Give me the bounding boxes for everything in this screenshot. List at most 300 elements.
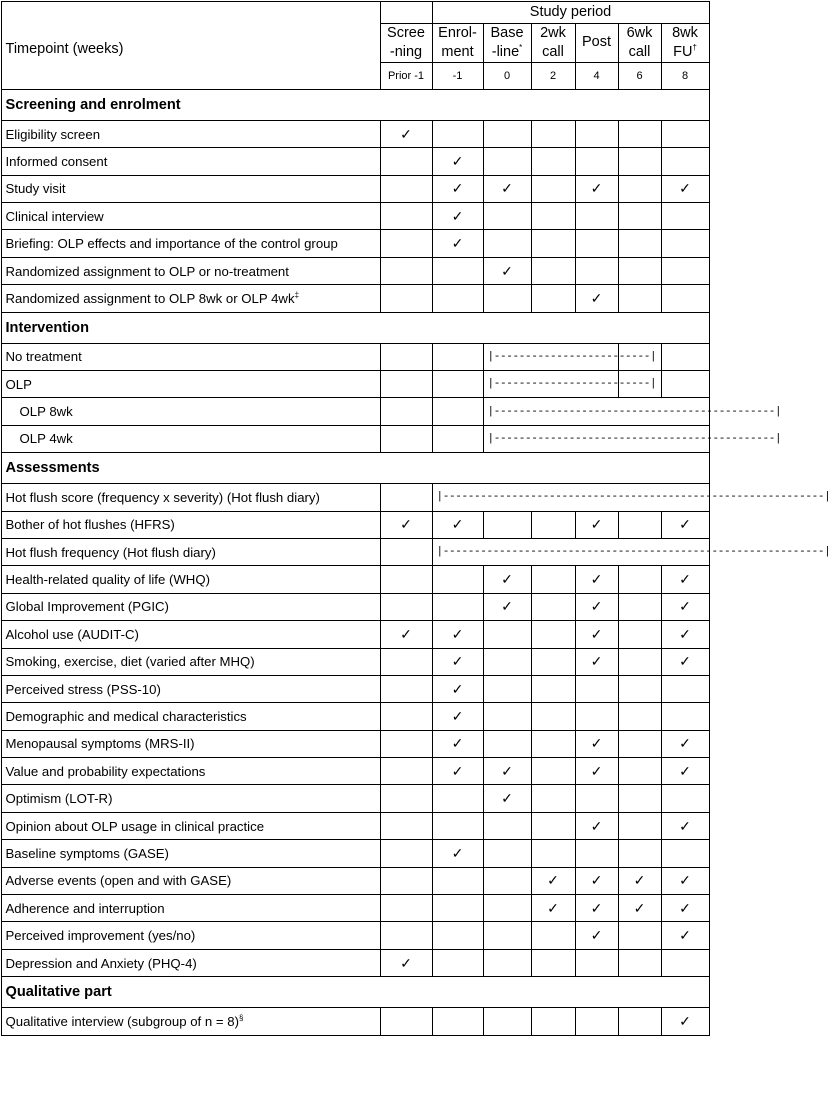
empty-cell xyxy=(618,730,661,757)
empty-cell xyxy=(661,148,709,175)
row-label xyxy=(1,758,380,785)
table-row xyxy=(1,895,709,922)
section-title: Screening and enrolment xyxy=(1,89,709,120)
empty-cell xyxy=(432,371,483,398)
empty-cell xyxy=(380,867,432,894)
column-header-4 xyxy=(575,23,618,62)
row-label xyxy=(1,895,380,922)
empty-cell xyxy=(618,120,661,147)
section-row xyxy=(1,312,709,343)
column-header-6 xyxy=(661,23,709,62)
empty-cell xyxy=(531,230,575,257)
row-label-text: Perceived stress (PSS-10) xyxy=(5,681,161,697)
check-mark: ✓ xyxy=(380,511,432,538)
empty-cell xyxy=(661,675,709,702)
empty-cell xyxy=(483,203,531,230)
empty-cell xyxy=(380,285,432,312)
column-header-0 xyxy=(380,23,432,62)
check-mark: ✓ xyxy=(575,593,618,620)
check-mark: ✓ xyxy=(575,895,618,922)
table-row xyxy=(1,148,709,175)
empty-cell xyxy=(618,285,661,312)
empty-cell xyxy=(380,343,432,370)
table-row xyxy=(1,648,709,675)
row-label-text: Briefing: OLP effects and importance of the control group xyxy=(5,236,338,252)
empty-cell xyxy=(380,257,432,284)
table-row xyxy=(1,371,709,398)
empty-cell xyxy=(380,895,432,922)
check-mark: ✓ xyxy=(432,148,483,175)
row-label xyxy=(1,203,380,230)
row-label-text: Hot flush frequency (Hot flush diary) xyxy=(5,544,216,560)
row-label-text: Randomized assignment to OLP or no-treatment xyxy=(5,263,289,279)
table-row xyxy=(1,425,709,452)
empty-cell xyxy=(661,703,709,730)
empty-cell xyxy=(432,949,483,976)
row-label-text: No treatment xyxy=(5,349,82,365)
row-label-text: Randomized assignment to OLP 8wk or OLP 4wk xyxy=(5,290,295,306)
empty-cell xyxy=(531,812,575,839)
empty-cell xyxy=(531,949,575,976)
empty-cell xyxy=(575,203,618,230)
week-value-5: 6 xyxy=(618,62,661,89)
check-mark: ✓ xyxy=(380,949,432,976)
table-row xyxy=(1,120,709,147)
table-row xyxy=(1,730,709,757)
check-mark: ✓ xyxy=(661,593,709,620)
row-label xyxy=(1,425,380,452)
check-mark: ✓ xyxy=(483,566,531,593)
check-mark: ✓ xyxy=(575,867,618,894)
empty-cell xyxy=(380,148,432,175)
empty-cell xyxy=(380,703,432,730)
empty-cell xyxy=(380,484,432,511)
row-label-text: Informed consent xyxy=(5,153,108,169)
check-mark: ✓ xyxy=(575,175,618,202)
empty-cell xyxy=(575,785,618,812)
column-header-line1: Post xyxy=(581,34,611,50)
empty-cell xyxy=(531,593,575,620)
empty-cell xyxy=(531,511,575,538)
empty-cell xyxy=(531,285,575,312)
footnote-mark: § xyxy=(238,1013,244,1023)
empty-cell xyxy=(531,1008,575,1035)
footnote-mark: † xyxy=(692,42,697,52)
empty-cell xyxy=(618,648,661,675)
empty-cell xyxy=(483,949,531,976)
row-label-text: Alcohol use (AUDIT-C) xyxy=(5,626,139,642)
check-mark: ✓ xyxy=(618,895,661,922)
empty-cell xyxy=(618,511,661,538)
empty-cell xyxy=(618,675,661,702)
check-mark: ✓ xyxy=(661,730,709,757)
check-mark: ✓ xyxy=(661,1008,709,1035)
check-mark: ✓ xyxy=(575,922,618,949)
empty-cell xyxy=(575,703,618,730)
row-label-text: Smoking, exercise, diet (varied after MHQ) xyxy=(5,654,255,670)
empty-cell xyxy=(618,148,661,175)
empty-cell xyxy=(483,120,531,147)
row-label-text: Optimism (LOT-R) xyxy=(5,791,113,807)
empty-cell xyxy=(380,648,432,675)
empty-cell xyxy=(575,120,618,147)
column-header-line1: 2wk xyxy=(540,24,566,41)
week-value-4: 4 xyxy=(575,62,618,89)
section-title: Intervention xyxy=(1,312,709,343)
empty-cell xyxy=(432,257,483,284)
row-label-text: Hot flush score (frequency x severity) (Hot flush diary) xyxy=(5,489,320,505)
check-mark: ✓ xyxy=(575,621,618,648)
row-label-text: Qualitative interview (subgroup of n = 8) xyxy=(5,1013,239,1029)
empty-cell xyxy=(618,785,661,812)
empty-cell xyxy=(483,511,531,538)
empty-cell xyxy=(661,371,709,398)
empty-cell xyxy=(661,785,709,812)
column-header-line2: FU xyxy=(673,43,693,60)
row-label xyxy=(1,120,380,147)
empty-cell xyxy=(380,230,432,257)
check-mark: ✓ xyxy=(661,648,709,675)
table-row xyxy=(1,785,709,812)
check-mark: ✓ xyxy=(432,511,483,538)
empty-cell xyxy=(575,230,618,257)
empty-cell xyxy=(575,675,618,702)
row-label-text: Demographic and medical characteristics xyxy=(5,709,247,724)
column-header-line2: ment xyxy=(441,43,474,60)
empty-cell xyxy=(618,203,661,230)
empty-cell xyxy=(618,257,661,284)
week-value-2: 0 xyxy=(483,62,531,89)
row-label-text: Global Improvement (PGIC) xyxy=(5,599,169,615)
row-label-text: Health-related quality of life (WHQ) xyxy=(5,572,210,588)
empty-cell xyxy=(483,230,531,257)
check-mark: ✓ xyxy=(575,730,618,757)
table-row xyxy=(1,675,709,702)
empty-cell xyxy=(618,703,661,730)
empty-cell xyxy=(531,648,575,675)
empty-cell xyxy=(531,758,575,785)
check-mark: ✓ xyxy=(661,511,709,538)
table-row xyxy=(1,566,709,593)
empty-cell xyxy=(380,371,432,398)
schedule-body xyxy=(1,1,830,1035)
column-header-line2: -ning xyxy=(389,43,423,60)
row-label xyxy=(1,511,380,538)
row-label xyxy=(1,484,380,511)
column-header-line1: Base xyxy=(490,24,524,41)
table-row xyxy=(1,343,709,370)
row-label-text: Value and probability expectations xyxy=(5,763,206,779)
check-mark: ✓ xyxy=(661,175,709,202)
row-label xyxy=(1,230,380,257)
check-mark: ✓ xyxy=(432,203,483,230)
week-value-1: -1 xyxy=(432,62,483,89)
row-label xyxy=(1,703,380,730)
check-mark: ✓ xyxy=(432,758,483,785)
empty-cell xyxy=(575,949,618,976)
empty-cell xyxy=(575,148,618,175)
empty-cell xyxy=(618,812,661,839)
row-label xyxy=(1,730,380,757)
row-label-text: Study visit xyxy=(5,181,66,197)
empty-cell xyxy=(575,257,618,284)
check-mark: ✓ xyxy=(432,621,483,648)
row-label xyxy=(1,398,380,425)
table-row xyxy=(1,621,709,648)
check-mark: ✓ xyxy=(661,867,709,894)
check-mark: ✓ xyxy=(661,621,709,648)
empty-cell xyxy=(483,675,531,702)
empty-cell xyxy=(531,257,575,284)
row-label-text: Adverse events (open and with GASE) xyxy=(5,873,232,889)
empty-cell xyxy=(531,203,575,230)
header-row-1 xyxy=(1,1,709,23)
row-label-text: Adherence and interruption xyxy=(5,900,165,916)
row-label-text: Bother of hot flushes (HFRS) xyxy=(5,517,175,533)
row-label xyxy=(1,257,380,284)
check-mark: ✓ xyxy=(432,648,483,675)
week-value-6: 8 xyxy=(661,62,709,89)
section-row xyxy=(1,453,709,484)
check-mark: ✓ xyxy=(661,922,709,949)
week-value-0: Prior -1 xyxy=(380,62,432,89)
empty-cell xyxy=(661,343,709,370)
row-label xyxy=(1,371,380,398)
section-title: Assessments xyxy=(1,453,709,484)
row-label xyxy=(1,949,380,976)
empty-cell xyxy=(380,175,432,202)
empty-cell xyxy=(618,230,661,257)
empty-cell xyxy=(432,343,483,370)
column-header-line2: call xyxy=(628,43,651,60)
empty-cell xyxy=(575,1008,618,1035)
timeline-bar: |---------------------------------------------| xyxy=(483,398,709,425)
timeline-bar: |-------------------------------------------------------------| xyxy=(432,484,709,511)
table-row xyxy=(1,1008,709,1035)
empty-cell xyxy=(432,566,483,593)
row-label-text: Baseline symptoms (GASE) xyxy=(5,845,169,861)
table-row xyxy=(1,922,709,949)
empty-cell xyxy=(531,621,575,648)
section-title: Qualitative part xyxy=(1,977,709,1008)
table-row xyxy=(1,285,709,312)
timeline-bar: |-------------------------| xyxy=(483,371,618,398)
table-row xyxy=(1,867,709,894)
empty-cell xyxy=(531,120,575,147)
row-label-text: Depression and Anxiety (PHQ-4) xyxy=(5,955,197,971)
empty-cell xyxy=(618,949,661,976)
empty-cell xyxy=(483,703,531,730)
empty-cell xyxy=(380,730,432,757)
empty-cell xyxy=(575,840,618,867)
row-label-text: OLP 8wk xyxy=(19,404,73,420)
empty-cell xyxy=(531,175,575,202)
empty-cell xyxy=(661,230,709,257)
empty-cell xyxy=(531,785,575,812)
row-label xyxy=(1,675,380,702)
row-label xyxy=(1,621,380,648)
empty-cell xyxy=(380,593,432,620)
empty-cell xyxy=(432,398,483,425)
check-mark: ✓ xyxy=(432,675,483,702)
table-row xyxy=(1,703,709,730)
empty-cell xyxy=(661,203,709,230)
check-mark: ✓ xyxy=(661,895,709,922)
empty-cell xyxy=(618,175,661,202)
check-mark: ✓ xyxy=(483,257,531,284)
check-mark: ✓ xyxy=(432,730,483,757)
empty-cell xyxy=(618,621,661,648)
empty-cell xyxy=(483,648,531,675)
empty-cell xyxy=(380,922,432,949)
row-label-text: Opinion about OLP usage in clinical practice xyxy=(5,818,265,834)
empty-cell xyxy=(531,675,575,702)
empty-cell xyxy=(661,949,709,976)
check-mark: ✓ xyxy=(531,867,575,894)
column-header-line1: 8wk xyxy=(672,24,698,41)
row-label xyxy=(1,148,380,175)
empty-cell xyxy=(380,566,432,593)
empty-cell xyxy=(380,840,432,867)
row-label-text: Eligibility screen xyxy=(5,126,101,142)
empty-cell xyxy=(661,257,709,284)
empty-cell xyxy=(483,922,531,949)
check-mark: ✓ xyxy=(575,511,618,538)
empty-cell xyxy=(483,840,531,867)
timepoint-label: Timepoint (weeks) xyxy=(1,1,380,89)
check-mark: ✓ xyxy=(380,120,432,147)
empty-cell xyxy=(483,895,531,922)
row-label-text: Perceived improvement (yes/no) xyxy=(5,928,196,944)
check-mark: ✓ xyxy=(575,758,618,785)
empty-cell xyxy=(380,398,432,425)
footnote-mark: ‡ xyxy=(294,290,300,300)
empty-cell xyxy=(380,675,432,702)
row-label xyxy=(1,840,380,867)
table-row xyxy=(1,758,709,785)
check-mark: ✓ xyxy=(483,593,531,620)
row-label-text: OLP 4wk xyxy=(19,431,73,447)
empty-cell xyxy=(380,785,432,812)
row-label xyxy=(1,922,380,949)
empty-cell xyxy=(380,1008,432,1035)
empty-cell xyxy=(483,148,531,175)
row-label xyxy=(1,867,380,894)
empty-cell xyxy=(531,703,575,730)
column-header-line2: call xyxy=(542,43,564,60)
row-label-text: OLP xyxy=(5,376,32,392)
table-row xyxy=(1,538,709,565)
empty-cell xyxy=(483,1008,531,1035)
empty-cell xyxy=(618,840,661,867)
check-mark: ✓ xyxy=(432,175,483,202)
timeline-bar: |-------------------------------------------------------------| xyxy=(432,538,709,565)
empty-cell xyxy=(432,785,483,812)
empty-cell xyxy=(432,812,483,839)
empty-cell xyxy=(618,922,661,949)
empty-cell xyxy=(432,867,483,894)
empty-cell xyxy=(432,895,483,922)
column-header-line2: -line xyxy=(491,43,520,60)
empty-cell xyxy=(531,922,575,949)
check-mark: ✓ xyxy=(531,895,575,922)
check-mark: ✓ xyxy=(483,758,531,785)
timeline-bar: |-------------------------| xyxy=(483,343,618,370)
empty-cell xyxy=(380,758,432,785)
column-header-5 xyxy=(618,23,661,62)
table-row xyxy=(1,257,709,284)
empty-cell xyxy=(380,812,432,839)
column-header-line1: Scree xyxy=(387,24,425,41)
empty-cell xyxy=(618,1008,661,1035)
empty-cell xyxy=(661,840,709,867)
column-header-3 xyxy=(531,23,575,62)
empty-cell xyxy=(483,730,531,757)
row-label xyxy=(1,343,380,370)
empty-cell xyxy=(380,425,432,452)
row-label xyxy=(1,648,380,675)
empty-cell xyxy=(432,285,483,312)
column-header-line1: 6wk xyxy=(626,24,653,41)
row-label xyxy=(1,285,380,312)
row-label xyxy=(1,785,380,812)
empty-cell xyxy=(432,593,483,620)
study-period-label: Study period xyxy=(432,1,709,23)
check-mark: ✓ xyxy=(661,758,709,785)
check-mark: ✓ xyxy=(575,812,618,839)
check-mark: ✓ xyxy=(432,840,483,867)
check-mark: ✓ xyxy=(380,621,432,648)
table-row xyxy=(1,203,709,230)
section-row xyxy=(1,977,709,1008)
table-row xyxy=(1,949,709,976)
check-mark: ✓ xyxy=(575,566,618,593)
row-label xyxy=(1,1008,380,1035)
empty-cell xyxy=(531,566,575,593)
empty-cell xyxy=(483,285,531,312)
table-row xyxy=(1,812,709,839)
empty-cell xyxy=(483,867,531,894)
row-label-text: Menopausal symptoms (MRS-II) xyxy=(5,736,195,752)
table-row xyxy=(1,398,709,425)
table-row xyxy=(1,593,709,620)
row-label xyxy=(1,566,380,593)
schedule-table xyxy=(1,1,830,1036)
empty-cell xyxy=(618,593,661,620)
row-label-text: Clinical interview xyxy=(5,208,104,224)
footnote-mark: * xyxy=(519,42,523,52)
column-header-line1: Enrol- xyxy=(438,24,477,41)
section-row xyxy=(1,89,709,120)
check-mark: ✓ xyxy=(618,867,661,894)
row-label xyxy=(1,812,380,839)
timeline-bar: |---------------------------------------------| xyxy=(483,425,709,452)
column-header-2 xyxy=(483,23,531,62)
check-mark: ✓ xyxy=(432,703,483,730)
check-mark: ✓ xyxy=(661,812,709,839)
empty-cell xyxy=(661,285,709,312)
table-row xyxy=(1,175,709,202)
empty-cell xyxy=(531,840,575,867)
empty-cell xyxy=(661,120,709,147)
empty-cell xyxy=(432,922,483,949)
blank-screening-header xyxy=(380,1,432,23)
empty-cell xyxy=(380,203,432,230)
row-label xyxy=(1,538,380,565)
check-mark: ✓ xyxy=(575,285,618,312)
table-row xyxy=(1,511,709,538)
check-mark: ✓ xyxy=(483,785,531,812)
